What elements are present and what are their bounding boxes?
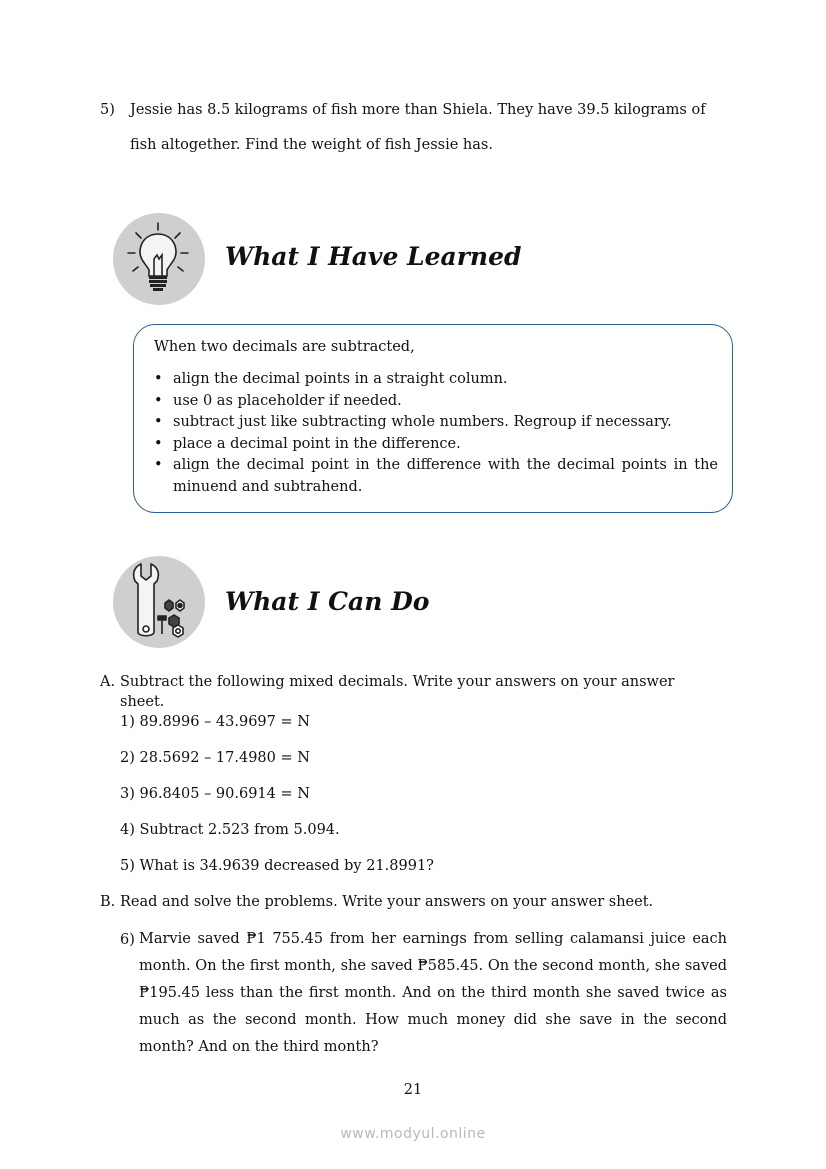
learned-icon-badge	[113, 213, 205, 305]
exercise-item: 3) 96.8405 – 90.6914 = N	[120, 786, 310, 802]
part-a-instruction-line-1: Subtract the following mixed decimals. Write your answers on your answer	[120, 674, 675, 690]
learned-bullet: • use 0 as placeholder if needed.	[152, 391, 718, 413]
learned-heading: What I Have Learned	[225, 242, 522, 271]
learned-summary-box	[133, 324, 733, 513]
problem-6-number: 6)	[120, 932, 135, 948]
part-a-instruction-line-2: sheet.	[120, 694, 165, 710]
problem-5-line-2: fish altogether. Find the weight of fish Jessie has.	[130, 137, 493, 153]
lightbulb-icon	[113, 213, 205, 305]
exercise-item: 5) What is 34.9639 decreased by 21.8991?	[120, 858, 434, 874]
learned-bullet: • align the decimal points in a straight column.	[152, 369, 718, 391]
page-number: 21	[403, 1082, 423, 1098]
exercise-item: 4) Subtract 2.523 from 5.094.	[120, 822, 340, 838]
part-a-label: A.	[100, 674, 116, 690]
learned-bullet: • subtract just like subtracting whole numbers. Regroup if necessary.	[152, 412, 718, 434]
part-b-instruction: Read and solve the problems. Write your answers on your answer sheet.	[120, 894, 654, 910]
problem-5-number: 5)	[100, 102, 115, 118]
exercise-item: 1) 89.8996 – 43.9697 = N	[120, 714, 310, 730]
problem-6-text: Marvie saved ₱1 755.45 from her earnings from selling calamansi juice each month. On the first month, she saved ₱585.45. On the second month, she saved ₱195.45 less than the first month. And on the third month she saved twice as much as the second month. How much money did she save in the second month? And on the third month?	[139, 931, 727, 1055]
tools-icon	[113, 556, 205, 648]
learned-intro: When two decimals are subtracted,	[154, 339, 415, 355]
watermark: www.modyul.online	[340, 1126, 486, 1142]
part-b-label: B.	[100, 894, 116, 910]
exercise-item: 2) 28.5692 – 17.4980 = N	[120, 750, 310, 766]
can-do-heading: What I Can Do	[225, 587, 430, 616]
learned-bullet-list	[152, 369, 718, 498]
problem-5-line-1: Jessie has 8.5 kilograms of fish more than Shiela. They have 39.5 kilograms of	[130, 102, 706, 118]
can-do-icon-badge	[113, 556, 205, 648]
learned-bullet: • place a decimal point in the difference.	[152, 434, 718, 456]
learned-bullet: • align the decimal point in the difference with the decimal points in the minuend and subtrahend.	[152, 455, 718, 498]
